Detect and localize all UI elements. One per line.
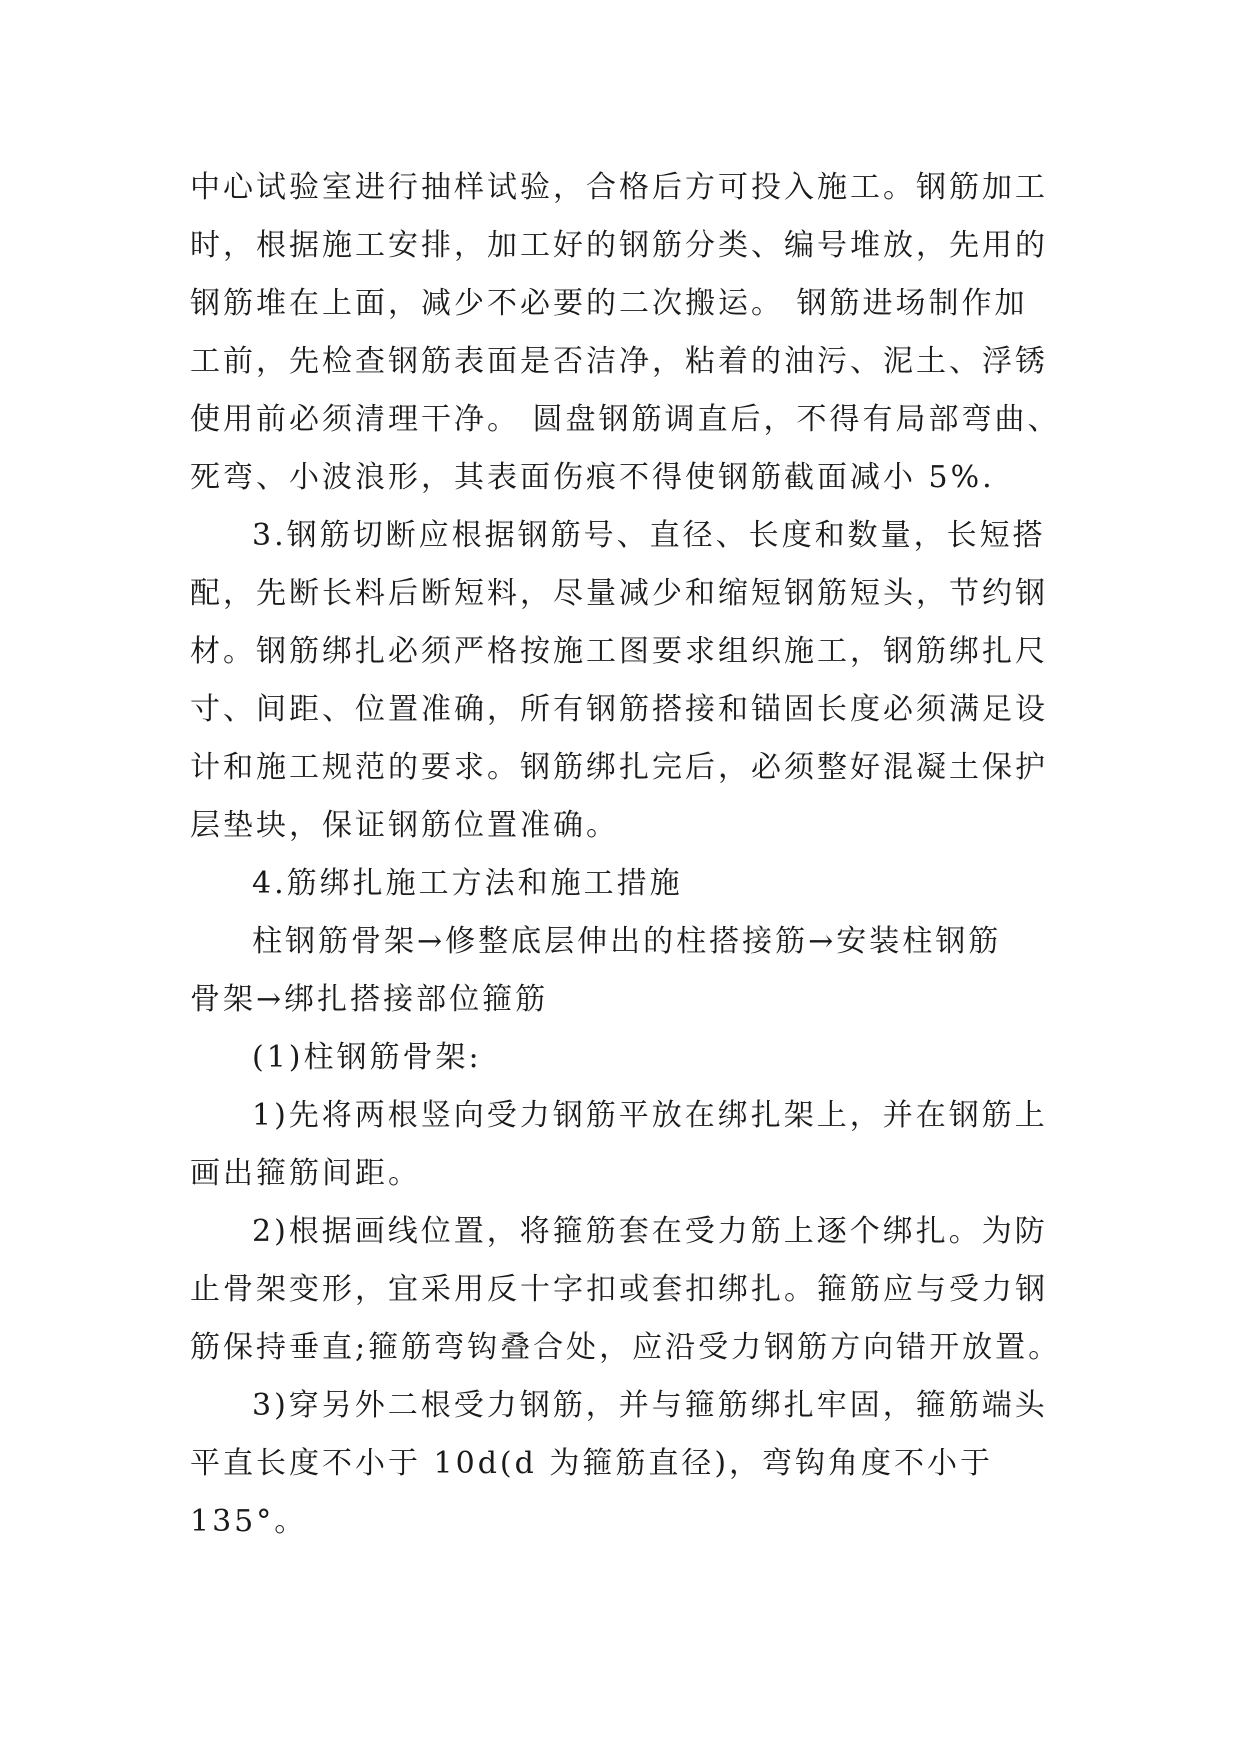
text-line: 平直长度不小于 10d(d 为箍筋直径)，弯钩角度不小于 (190, 1446, 994, 1481)
text-line: 层垫块，保证钢筋位置准确。 (190, 808, 619, 843)
process-flow-line: 柱钢筋骨架→修整底层伸出的柱搭接筋→安装柱钢筋 (252, 924, 1002, 959)
process-flow-line: 骨架→绑扎搭接部位箍筋 (190, 982, 549, 1017)
text-line: 配，先断长料后断短料，尽量减少和缩短钢筋短头，节约钢 (190, 576, 1048, 611)
text-line: 钢筋堆在上面，减少不必要的二次搬运。 钢筋进场制作加 (190, 286, 1028, 321)
step-2-line: 2)根据画线位置，将箍筋套在受力筋上逐个绑扎。为防 (252, 1214, 1048, 1249)
text-line: 时，根据施工安排，加工好的钢筋分类、编号堆放，先用的 (190, 228, 1048, 263)
text-line: 135°。 (190, 1504, 308, 1539)
text-line: 画出箍筋间距。 (190, 1156, 421, 1191)
text-line: 中心试验室进行抽样试验，合格后方可投入施工。钢筋加工 (190, 170, 1048, 205)
text-line: 计和施工规范的要求。钢筋绑扎完后，必须整好混凝土保护 (190, 750, 1048, 785)
text-line: 死弯、小波浪形，其表面伤痕不得使钢筋截面减小 5%. (190, 460, 995, 495)
text-line: 使用前必须清理干净。 圆盘钢筋调直后，不得有局部弯曲、 (190, 402, 1061, 437)
paragraph-3-heading: 3.钢筋切断应根据钢筋号、直径、长度和数量，长短搭 (252, 518, 1046, 553)
text-line: 筋保持垂直;箍筋弯钩叠合处，应沿受力钢筋方向错开放置。 (190, 1330, 1062, 1365)
text-line: 材。钢筋绑扎必须严格按施工图要求组织施工，钢筋绑扎尺 (190, 634, 1048, 669)
subsection-heading: (1)柱钢筋骨架: (252, 1040, 482, 1075)
text-line: 止骨架变形，宜采用反十字扣或套扣绑扎。箍筋应与受力钢 (190, 1272, 1048, 1307)
section-4-heading: 4.筋绑扎施工方法和施工措施 (252, 866, 683, 901)
text-line: 工前，先检查钢筋表面是否洁净，粘着的油污、泥土、浮锈 (190, 344, 1048, 379)
text-line: 寸、间距、位置准确，所有钢筋搭接和锚固长度必须满足设 (190, 692, 1048, 727)
step-1-line: 1)先将两根竖向受力钢筋平放在绑扎架上，并在钢筋上 (252, 1098, 1048, 1133)
step-3-line: 3)穿另外二根受力钢筋，并与箍筋绑扎牢固，箍筋端头 (252, 1388, 1048, 1423)
